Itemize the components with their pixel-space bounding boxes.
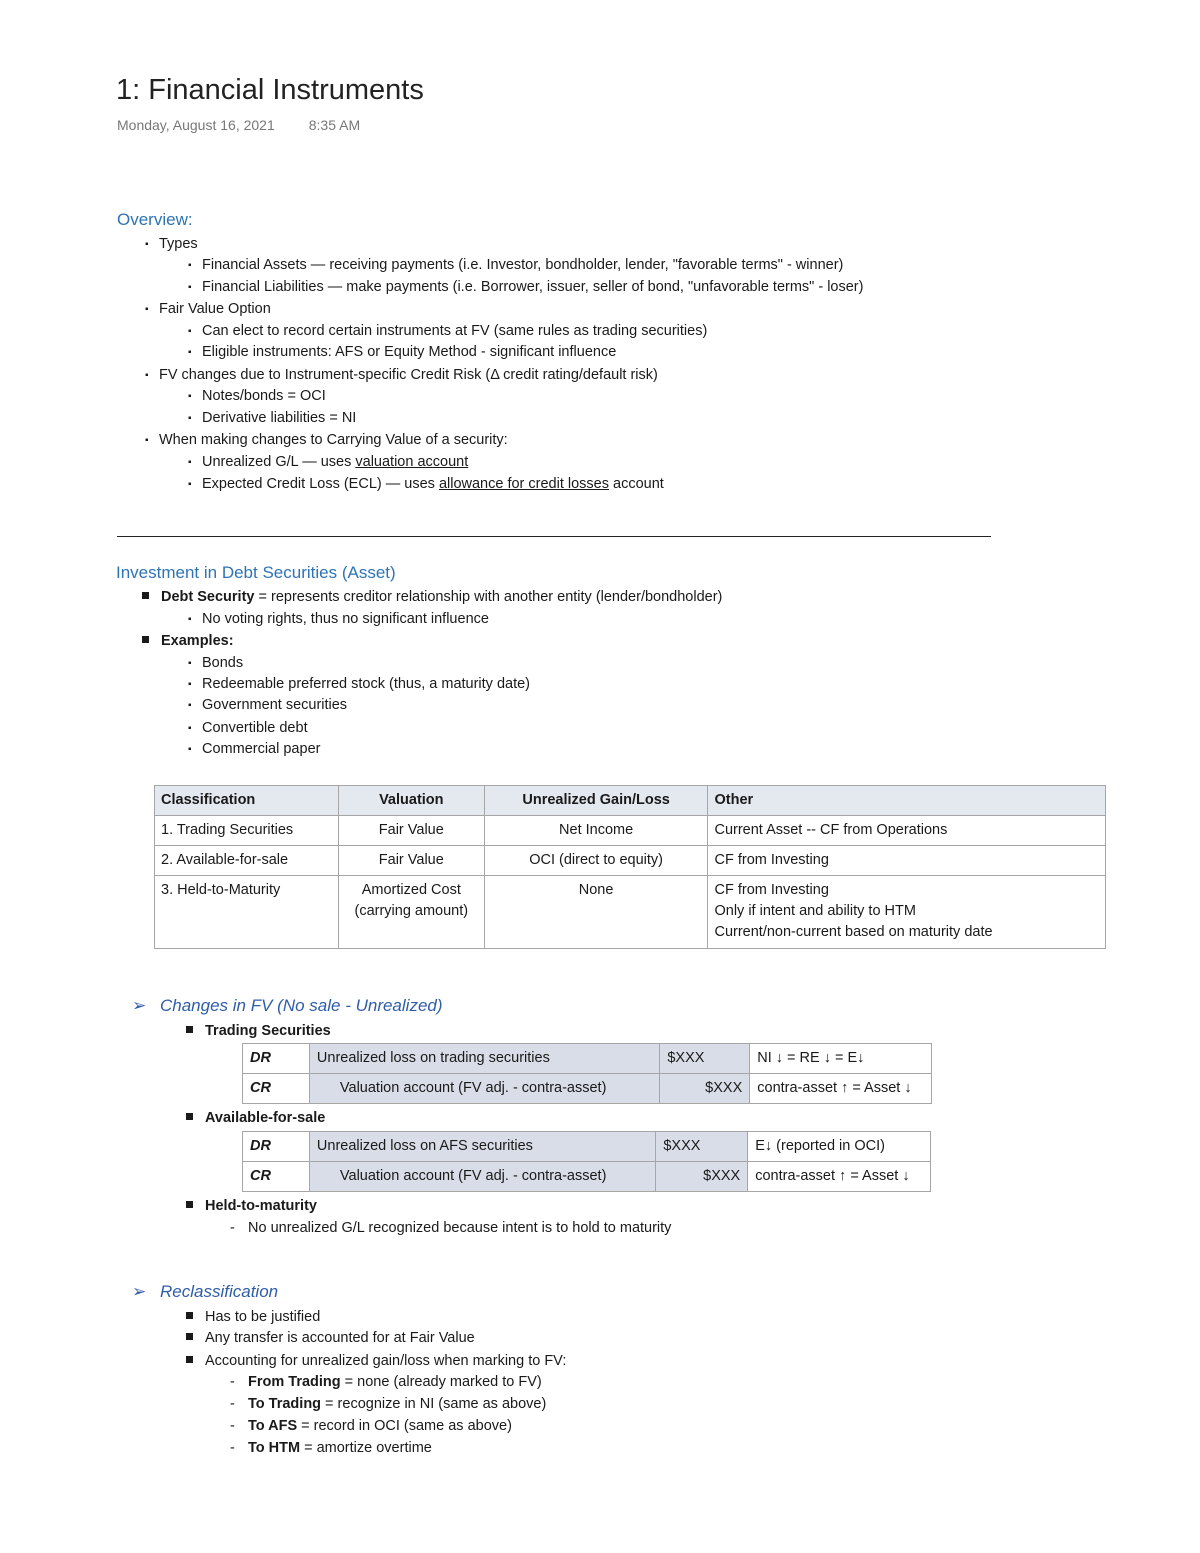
dr-amount: $XXX <box>660 1044 750 1074</box>
table-header: Other <box>708 786 1106 816</box>
list-item: ▪ Convertible debt <box>188 720 308 736</box>
divider <box>117 536 991 537</box>
cr-amount: $XXX <box>660 1074 750 1104</box>
dr-amount: $XXX <box>656 1132 748 1162</box>
page-meta <box>117 117 360 133</box>
cr-label: CR <box>243 1162 310 1192</box>
list-item: Held-to-maturity <box>186 1196 317 1216</box>
table-cell: None <box>484 876 708 949</box>
page-time: 8:35 AM <box>308 117 361 133</box>
table-cell: CF from Investing <box>708 846 1106 876</box>
list-item: ▪ Expected Credit Loss (ECL) — uses allowance for credit losses account <box>188 476 664 492</box>
dr-label: DR <box>243 1132 310 1162</box>
table-cell: 1. Trading Securities <box>155 816 339 846</box>
list-item: ▪ Derivative liabilities = NI <box>188 410 357 426</box>
list-item: ▪ Commercial paper <box>188 741 321 757</box>
page-title: 1: Financial Instruments <box>116 74 424 106</box>
table-cell: Net Income <box>484 816 708 846</box>
list-item: ▪ No voting rights, thus no significant influence <box>188 611 489 627</box>
dr-account: Unrealized loss on trading securities <box>309 1044 659 1074</box>
arrow-bullet-icon: ➢ <box>132 1282 147 1301</box>
overview-heading: Overview: <box>117 210 193 229</box>
list-item: ▪ Types <box>145 236 198 252</box>
table-row <box>155 846 1106 876</box>
table-header: Classification <box>155 786 339 816</box>
table-cell: Amortized Cost (carrying amount) <box>338 876 484 949</box>
table-row <box>243 1044 932 1074</box>
list-item: ▪ When making changes to Carrying Value of a security: <box>145 432 508 448</box>
cr-note: contra-asset ↑ = Asset ↓ <box>748 1162 931 1192</box>
table-cell: Fair Value <box>338 846 484 876</box>
cr-account: Valuation account (FV adj. - contra-asset) <box>309 1162 655 1192</box>
list-item: ▪ Government securities <box>188 697 348 713</box>
list-item: ▪ Can elect to record certain instruments at FV (same rules as trading securities) <box>188 323 708 339</box>
cr-amount: $XXX <box>656 1162 748 1192</box>
list-item: ▪ Financial Liabilities — make payments (i.e. Borrower, issuer, seller of bond, "unfavorable terms" - loser) <box>188 279 864 295</box>
dr-account: Unrealized loss on AFS securities <box>309 1132 655 1162</box>
table-header-row <box>155 786 1106 816</box>
cr-account: Valuation account (FV adj. - contra-asset) <box>309 1074 659 1104</box>
list-item: Trading Securities <box>186 1021 331 1041</box>
list-item: Has to be justified <box>186 1307 320 1327</box>
list-item: ▪ Eligible instruments: AFS or Equity Method - significant influence <box>188 344 617 360</box>
list-item: Debt Security = represents creditor relationship with another entity (lender/bondholder) <box>142 587 722 607</box>
trading-journal-entry <box>242 1043 932 1104</box>
table-cell: Fair Value <box>338 816 484 846</box>
dr-note: E↓ (reported in OCI) <box>748 1132 931 1162</box>
list-item: ▪ Bonds <box>188 655 244 671</box>
table-cell: 3. Held-to-Maturity <box>155 876 339 949</box>
list-item: Examples: <box>142 631 234 651</box>
list-item: ▪ Fair Value Option <box>145 301 271 317</box>
list-item: ▪ FV changes due to Instrument-specific Credit Risk (Δ credit rating/default risk) <box>145 367 658 383</box>
cr-label: CR <box>243 1074 310 1104</box>
table-cell: Current Asset -- CF from Operations <box>708 816 1106 846</box>
table-header: Unrealized Gain/Loss <box>484 786 708 816</box>
table-cell: 2. Available-for-sale <box>155 846 339 876</box>
list-item: - To HTM = amortize overtime <box>230 1440 432 1456</box>
debt-heading: Investment in Debt Securities (Asset) <box>116 563 396 582</box>
table-row <box>243 1162 931 1192</box>
afs-journal-entry <box>242 1131 931 1192</box>
arrow-bullet-icon: ➢ <box>132 996 147 1015</box>
dr-note: NI ↓ = RE ↓ = E↓ <box>750 1044 932 1074</box>
list-item: - To Trading = recognize in NI (same as above) <box>230 1396 547 1412</box>
list-item: - From Trading = none (already marked to FV) <box>230 1374 542 1390</box>
table-header: Valuation <box>338 786 484 816</box>
list-item: Any transfer is accounted for at Fair Value <box>186 1328 475 1348</box>
table-cell: OCI (direct to equity) <box>484 846 708 876</box>
list-item: ▪ Redeemable preferred stock (thus, a maturity date) <box>188 676 531 692</box>
table-cell: CF from Investing Only if intent and ability to HTM Current/non-current based on maturity date <box>708 876 1106 949</box>
table-row <box>243 1074 932 1104</box>
cr-note: contra-asset ↑ = Asset ↓ <box>750 1074 932 1104</box>
list-item: - To AFS = record in OCI (same as above) <box>230 1418 512 1434</box>
list-item: ▪ Financial Assets — receiving payments (i.e. Investor, bondholder, lender, "favorable terms" - winner) <box>188 257 844 273</box>
table-row <box>155 816 1106 846</box>
list-item: Accounting for unrealized gain/loss when marking to FV: <box>186 1351 566 1371</box>
list-item: ▪ Notes/bonds = OCI <box>188 388 326 404</box>
table-row <box>155 876 1106 949</box>
list-item: Available-for-sale <box>186 1108 325 1128</box>
classification-table <box>154 785 1106 949</box>
table-row <box>243 1132 931 1162</box>
reclass-heading: ➢ Reclassification <box>132 1282 279 1301</box>
list-item: ▪ Unrealized G/L — uses valuation account <box>188 454 469 470</box>
changes-heading: ➢ Changes in FV (No sale - Unrealized) <box>132 996 443 1015</box>
page-date: Monday, August 16, 2021 <box>117 117 275 133</box>
dr-label: DR <box>243 1044 310 1074</box>
list-item: - No unrealized G/L recognized because intent is to hold to maturity <box>230 1220 672 1236</box>
